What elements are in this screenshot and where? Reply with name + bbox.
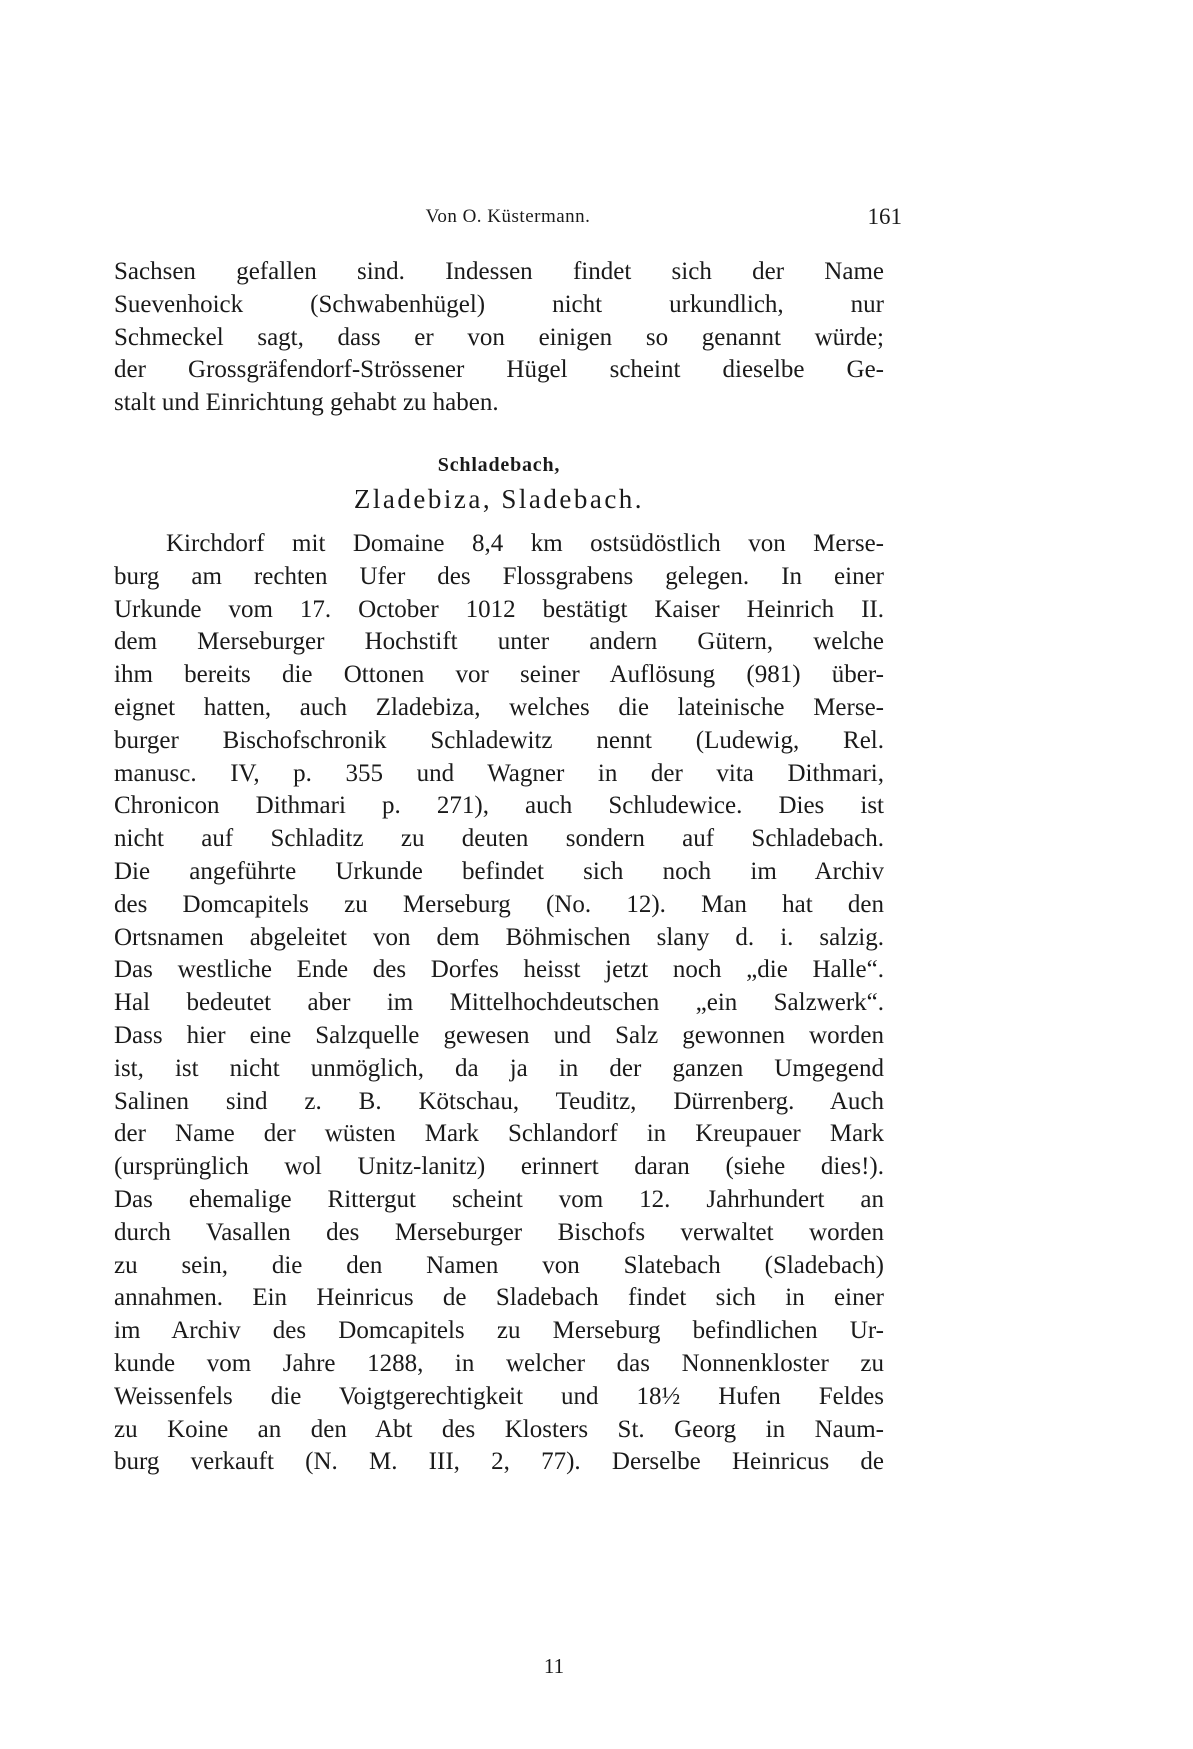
text-line: Das westliche Ende des Dorfes heisst jetzt noch „die Halle“. <box>114 956 884 984</box>
running-head <box>114 206 902 236</box>
text-line: Ortsnamen abgeleitet von dem Böhmischen slany d. i. salzig. <box>114 923 884 951</box>
text-line: des Domcapitels zu Merseburg (No. 12). Man hat den <box>114 890 884 918</box>
text-line: Kirchdorf mit Domaine 8,4 km ostsüdöstlich von Merse- <box>166 530 884 557</box>
text-line: Sachsen gefallen sind. Indessen findet sich der Name <box>114 258 884 285</box>
text-line: zu sein, die den Namen von Slatebach (Sladebach) <box>114 1251 884 1279</box>
text-line: manusc. IV, p. 355 und Wagner in der vita Dithmari, <box>114 759 884 787</box>
text-line: annahmen. Ein Heinricus de Sladebach findet sich in einer <box>114 1284 884 1312</box>
text-line: zu Koine an den Abt des Klosters St. Georg in Naum- <box>114 1415 884 1443</box>
text-line: Das ehemalige Rittergut scheint vom 12. Jahrhundert an <box>114 1185 884 1213</box>
text-line: nicht auf Schladitz zu deuten sondern auf Schladebach. <box>114 825 884 853</box>
running-title: Von O. Küstermann. <box>425 206 591 227</box>
text-line: im Archiv des Domcapitels zu Merseburg befindlichen Ur- <box>114 1317 884 1345</box>
text-line: Dass hier eine Salzquelle gewesen und Salz gewonnen worden <box>114 1021 884 1049</box>
text-line: burger Bischofschronik Schladewitz nennt (Ludewig, Rel. <box>114 726 884 754</box>
text-line: stalt und Einrichtung gehabt zu haben. <box>114 389 499 417</box>
text-line: Chronicon Dithmari p. 271), auch Schludewice. Dies ist <box>114 792 884 820</box>
paragraph-2 <box>114 528 884 1479</box>
text-line: ihm bereits die Ottonen vor seiner Auflösung (981) über- <box>114 661 884 689</box>
text-line: Hal bedeutet aber im Mittelhochdeutschen „ein Salzwerk“. <box>114 989 884 1017</box>
text-line: Salinen sind z. B. Kötschau, Teuditz, Dürrenberg. Auch <box>114 1087 884 1115</box>
signature-mark: 11 <box>543 1654 565 1678</box>
page-number: 161 <box>867 204 902 229</box>
text-line: Schmeckel sagt, dass er von einigen so genannt würde; <box>114 323 884 351</box>
text-line: kunde vom Jahre 1288, in welcher das Nonnenkloster zu <box>114 1349 884 1377</box>
text-line: burg am rechten Ufer des Flossgrabens gelegen. In einer <box>114 562 884 590</box>
text-line: eignet hatten, auch Zladebiza, welches die lateinische Merse- <box>114 693 884 721</box>
text-line: Urkunde vom 17. October 1012 bestätigt Kaiser Heinrich II. <box>114 595 884 623</box>
text-line: der Name der wüsten Mark Schlandorf in Kreupauer Mark <box>114 1120 884 1148</box>
text-line: Weissenfels die Voigtgerechtigkeit und 18½ Hufen Feldes <box>114 1382 884 1410</box>
section-heading: Schladebach, <box>437 454 561 476</box>
text-line: dem Merseburger Hochstift unter andern Gütern, welche <box>114 628 884 656</box>
text-line: burg verkauft (N. M. III, 2, 77). Derselbe Heinricus de <box>114 1448 884 1476</box>
text-line: durch Vasallen des Merseburger Bischofs verwaltet worden <box>114 1218 884 1246</box>
text-line: Suevenhoick (Schwabenhügel) nicht urkundlich, nur <box>114 290 884 318</box>
text-line: ist, ist nicht unmöglich, da ja in der ganzen Umgegend <box>114 1054 884 1082</box>
text-line: Die angeführte Urkunde befindet sich noch im Archiv <box>114 857 884 885</box>
paragraph-1 <box>114 256 884 420</box>
text-line: der Grossgräfendorf-Strössener Hügel scheint dieselbe Ge- <box>114 356 884 384</box>
section-subheading: Zladebiza, Sladebach. <box>353 484 645 514</box>
text-line: (ursprünglich wol Unitz-lanitz) erinnert daran (siehe dies!). <box>114 1153 884 1181</box>
